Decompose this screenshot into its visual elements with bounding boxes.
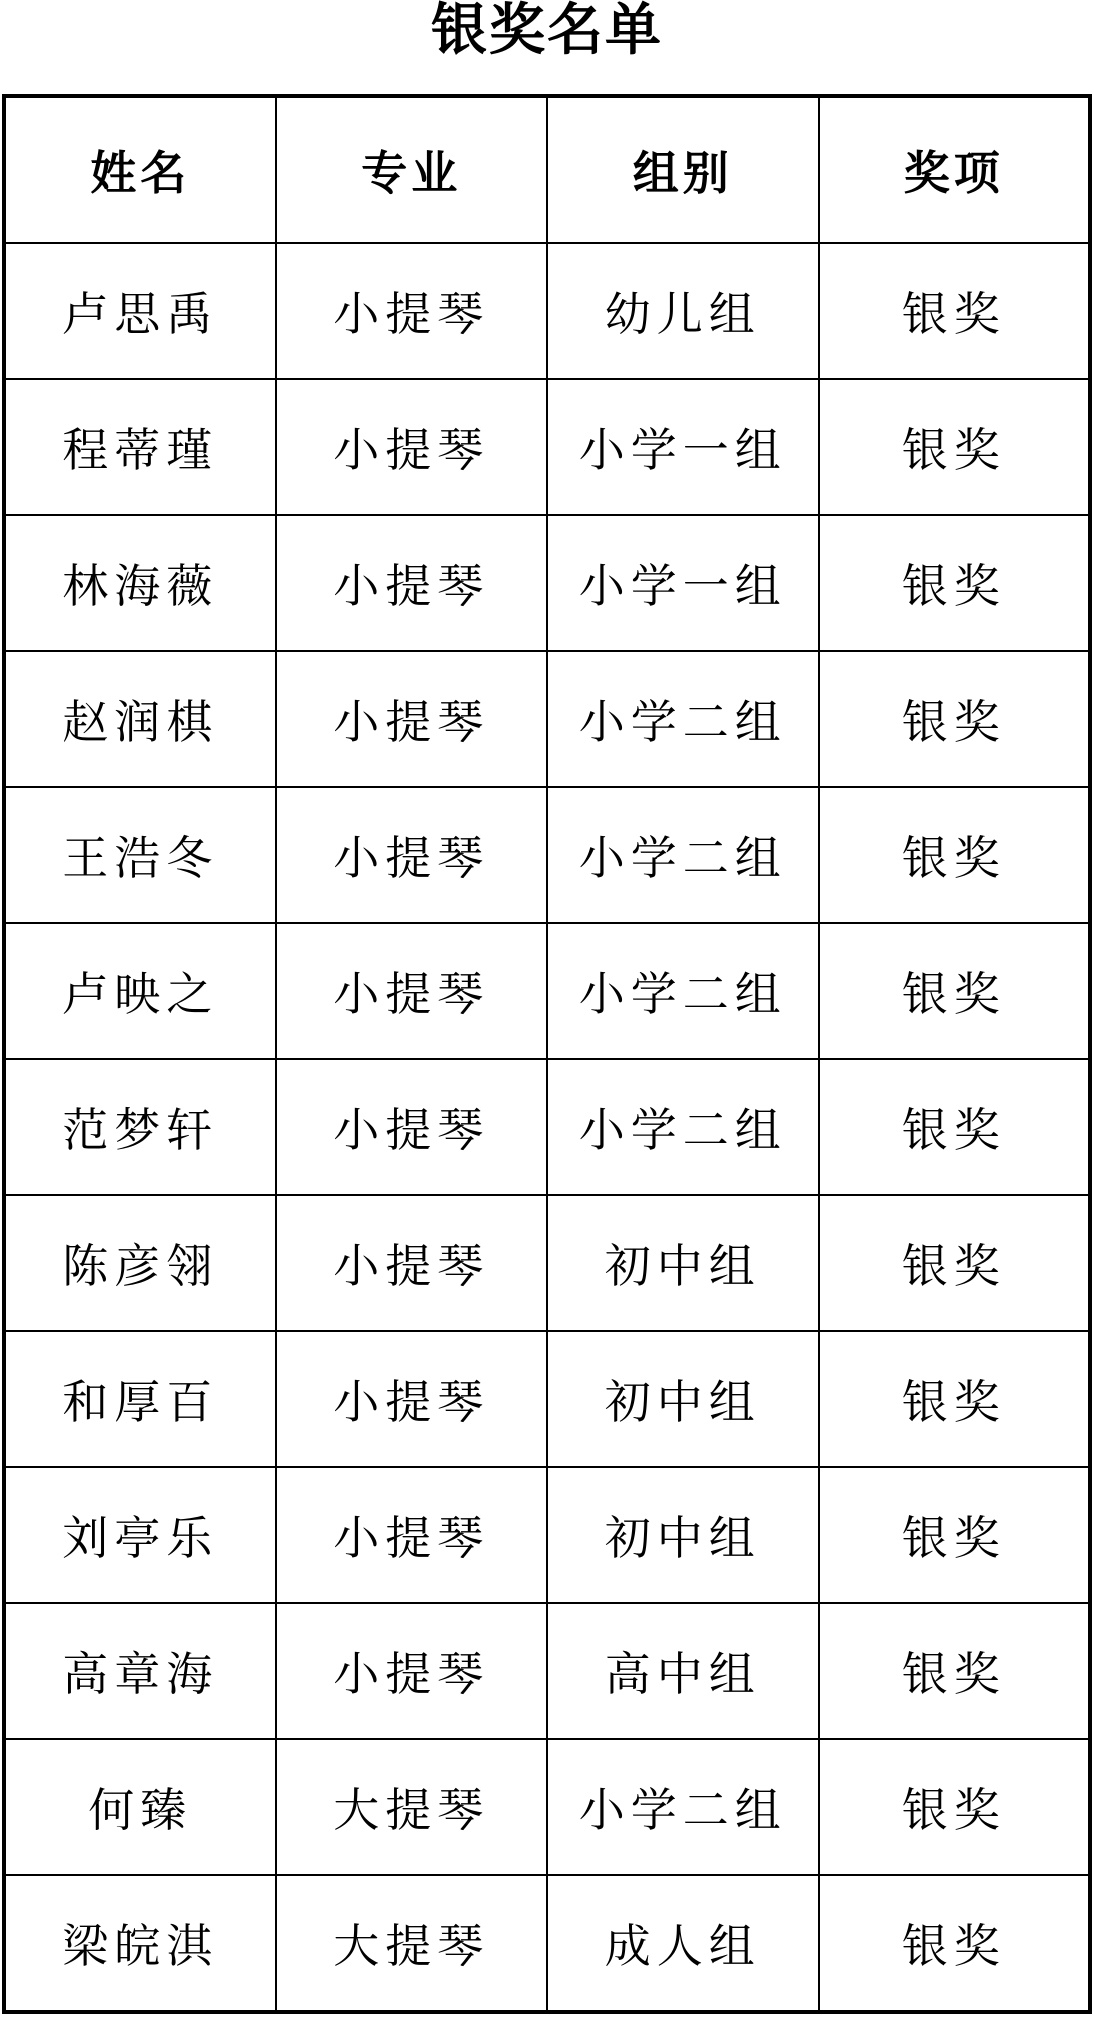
cell-name: 王浩冬 [4, 787, 276, 923]
cell-major: 小提琴 [276, 651, 548, 787]
cell-name: 刘亭乐 [4, 1467, 276, 1603]
cell-award: 银奖 [819, 923, 1091, 1059]
cell-award: 银奖 [819, 651, 1091, 787]
header-name: 姓名 [4, 96, 276, 243]
cell-major: 大提琴 [276, 1875, 548, 2012]
table-row [4, 1195, 1090, 1331]
cell-award: 银奖 [819, 515, 1091, 651]
cell-award: 银奖 [819, 1875, 1091, 2012]
cell-name: 陈彦翎 [4, 1195, 276, 1331]
cell-group: 小学一组 [547, 379, 819, 515]
cell-award: 银奖 [819, 1603, 1091, 1739]
cell-group: 小学二组 [547, 923, 819, 1059]
header-major: 专业 [276, 96, 548, 243]
table-header-row [4, 96, 1090, 243]
header-group: 组别 [547, 96, 819, 243]
cell-name: 梁皖淇 [4, 1875, 276, 2012]
cell-group: 小学二组 [547, 787, 819, 923]
cell-name: 高章海 [4, 1603, 276, 1739]
cell-award: 银奖 [819, 243, 1091, 379]
cell-group: 初中组 [547, 1331, 819, 1467]
cell-name: 程蒂瑾 [4, 379, 276, 515]
table-body [4, 243, 1090, 2012]
cell-name: 卢映之 [4, 923, 276, 1059]
cell-major: 小提琴 [276, 1195, 548, 1331]
cell-group: 小学二组 [547, 651, 819, 787]
cell-name: 何臻 [4, 1739, 276, 1875]
cell-award: 银奖 [819, 1059, 1091, 1195]
table-row [4, 787, 1090, 923]
cell-major: 小提琴 [276, 1603, 548, 1739]
cell-award: 银奖 [819, 1467, 1091, 1603]
cell-group: 小学二组 [547, 1739, 819, 1875]
table-row [4, 515, 1090, 651]
cell-major: 小提琴 [276, 379, 548, 515]
cell-name: 和厚百 [4, 1331, 276, 1467]
cell-major: 大提琴 [276, 1739, 548, 1875]
cell-major: 小提琴 [276, 1467, 548, 1603]
table-row [4, 1603, 1090, 1739]
cell-group: 初中组 [547, 1195, 819, 1331]
cell-name: 赵润棋 [4, 651, 276, 787]
cell-major: 小提琴 [276, 1059, 548, 1195]
cell-group: 高中组 [547, 1603, 819, 1739]
cell-award: 银奖 [819, 787, 1091, 923]
table-row [4, 923, 1090, 1059]
table-row [4, 379, 1090, 515]
table-row [4, 1739, 1090, 1875]
cell-major: 小提琴 [276, 243, 548, 379]
award-table [2, 94, 1092, 2014]
cell-group: 初中组 [547, 1467, 819, 1603]
table-row [4, 1059, 1090, 1195]
cell-award: 银奖 [819, 1739, 1091, 1875]
table-row [4, 1331, 1090, 1467]
cell-award: 银奖 [819, 1331, 1091, 1467]
cell-award: 银奖 [819, 1195, 1091, 1331]
cell-group: 小学一组 [547, 515, 819, 651]
cell-group: 幼儿组 [547, 243, 819, 379]
cell-major: 小提琴 [276, 923, 548, 1059]
cell-name: 范梦轩 [4, 1059, 276, 1195]
table-row [4, 1875, 1090, 2012]
cell-major: 小提琴 [276, 787, 548, 923]
table-row [4, 243, 1090, 379]
header-award: 奖项 [819, 96, 1091, 243]
table-row [4, 651, 1090, 787]
cell-major: 小提琴 [276, 515, 548, 651]
cell-name: 卢思禹 [4, 243, 276, 379]
cell-name: 林海薇 [4, 515, 276, 651]
cell-award: 银奖 [819, 379, 1091, 515]
page-title: 银奖名单 [431, 0, 663, 63]
cell-major: 小提琴 [276, 1331, 548, 1467]
cell-group: 成人组 [547, 1875, 819, 2012]
cell-group: 小学二组 [547, 1059, 819, 1195]
table-row [4, 1467, 1090, 1603]
